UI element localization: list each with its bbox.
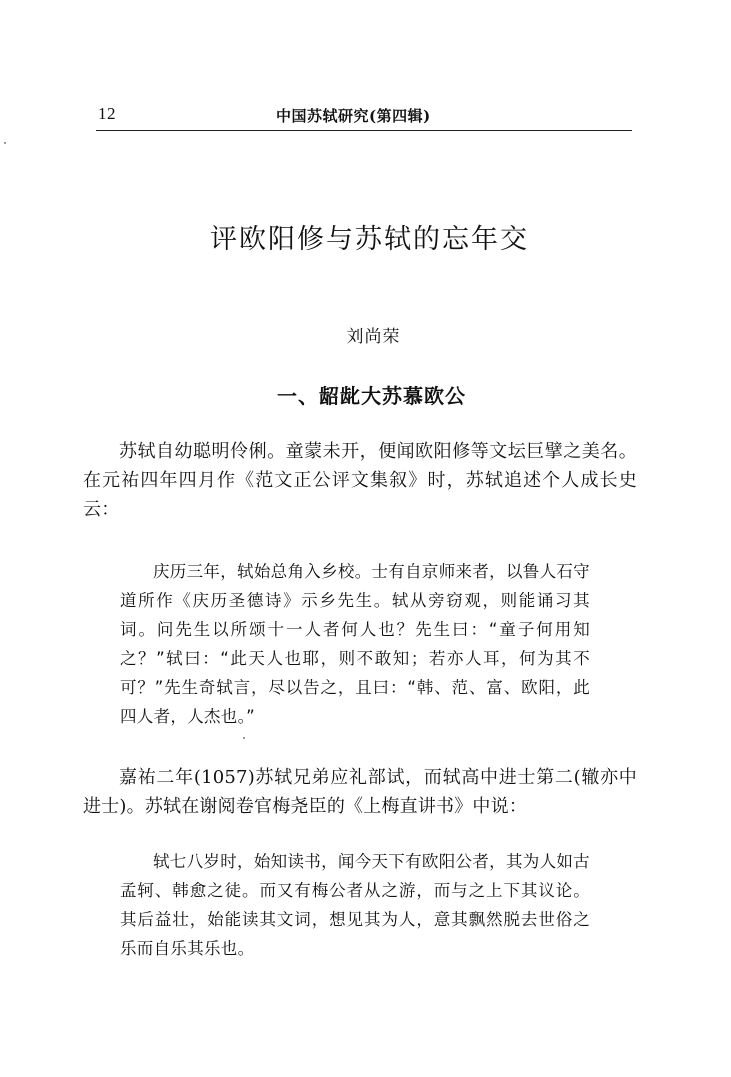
scan-speck — [4, 142, 6, 144]
article-title: 评欧阳修与苏轼的忘年交 — [210, 224, 529, 255]
author-name: 刘尚荣 — [346, 327, 401, 347]
block-quote: 轼七八岁时，始知读书，闻今天下有欧阳公者，其为人如古孟轲、韩愈之徒。而又有梅公者从之游，而与之上下其议论。其后益壮，始能读其文词，想见其为人，意其飘然脱去世俗之乐而自乐其乐也。 — [120, 852, 590, 958]
block-quote: 庆历三年，轼始总角入乡校。士有自京师来者，以鲁人石守道所作《庆历圣德诗》示乡先生。轼从旁窃观，则能诵习其词。问先生以所颂十一人者何人也？先生曰：“童子何用知之？”轼曰：“此天人也耶，则不敢知；若亦人耳，何为其不可？”先生奇轼言，尽以告之，且曰：“韩、范、富、欧阳，此四人者，人杰也。” — [120, 562, 590, 726]
section-heading: 一、龆龀大苏慕欧公 — [277, 384, 466, 408]
body-paragraph: 苏轼自幼聪明伶俐。童蒙未开，便闻欧阳修等文坛巨擘之美名。在元祐四年四月作《范文正公评文集叙》时，苏轼追述个人成长史云： — [83, 441, 637, 520]
page-number: 12 — [98, 104, 116, 123]
header-rule — [96, 130, 632, 131]
running-title: 中国苏轼研究(第四辑) — [276, 107, 431, 125]
scan-speck — [243, 737, 245, 739]
body-paragraph: 嘉祐二年(1057)苏轼兄弟应礼部试，而轼高中进士第二(辙亦中进士)。苏轼在谢阅卷官梅尧臣的《上梅直讲书》中说： — [83, 767, 637, 817]
page-header — [98, 104, 634, 128]
